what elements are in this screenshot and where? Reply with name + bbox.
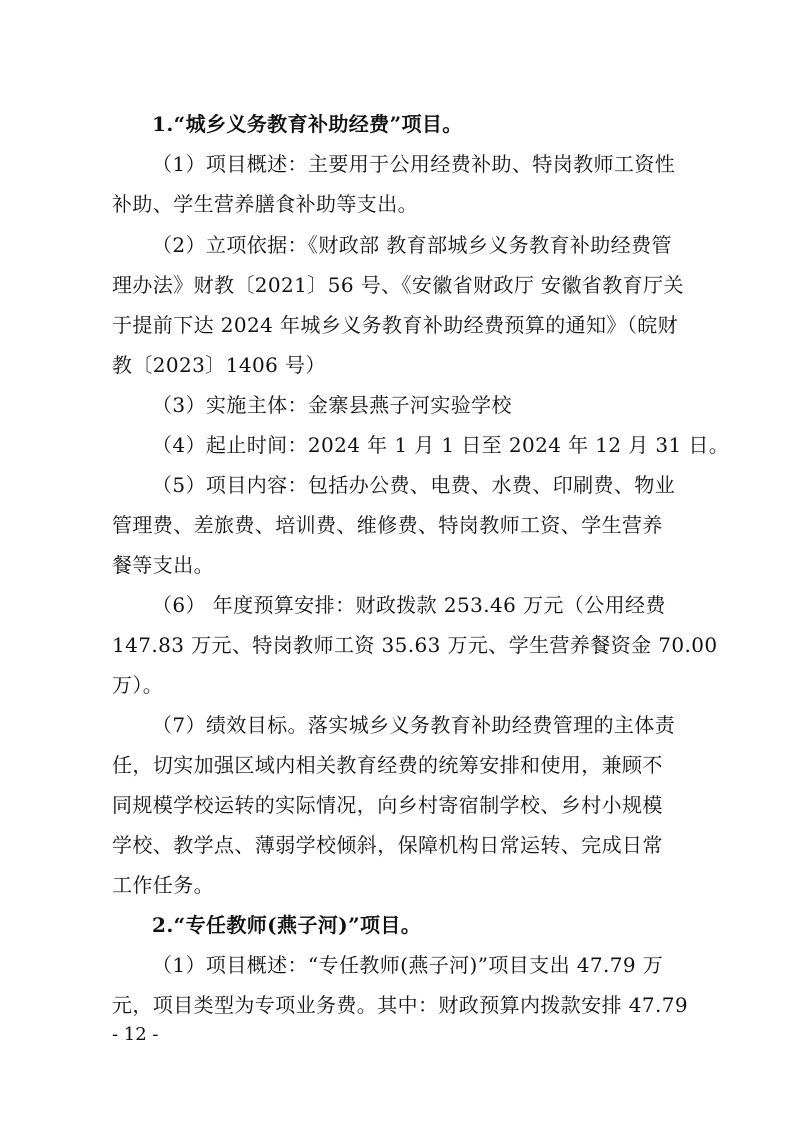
page-number: - 12 - (112, 1024, 159, 1045)
s1-line-18: 学校、教学点、薄弱学校倾斜，保障机构日常运转、完成日常 (112, 833, 663, 857)
s1-line-12: （6） 年度预算安排：财政拨款 253.46 万元（公用经费 (152, 593, 666, 617)
s1-line-14: 万）。 (112, 673, 164, 697)
s1-line-17: 同规模学校运转的实际情况，向乡村寄宿制学校、乡村小规模 (112, 793, 663, 817)
s1-line-4: 理办法》财教〔2021〕56 号、《安徽省财政厅 安徽省教育厅关 (112, 273, 684, 297)
s1-line-6: 教〔2023〕1406 号） (112, 353, 326, 377)
s1-line-10: 管理费、差旅费、培训费、维修费、特岗教师工资、学生营养 (112, 513, 663, 537)
s1-line-16: 任，切实加强区域内相关教育经费的统筹安排和使用，兼顾不 (112, 753, 663, 777)
s1-line-15: （7）绩效目标。落实城乡义务教育补助经费管理的主体责 (152, 713, 676, 737)
s1-line-2: 补助、学生营养膳食补助等支出。 (112, 192, 418, 216)
s1-line-11: 餐等支出。 (112, 553, 214, 577)
s1-line-19: 工作任务。 (112, 873, 214, 897)
s1-line-9: （5）项目内容：包括办公费、电费、水费、印刷费、物业 (152, 473, 676, 497)
s1-line-1: （1）项目概述：主要用于公用经费补助、特岗教师工资性 (152, 152, 676, 176)
s2-line-1: （1）项目概述：“专任教师(燕子河)”项目支出 47.79 万 (152, 953, 664, 977)
s1-line-7: （3）实施主体：金寨县燕子河实验学校 (152, 393, 512, 417)
section-2-heading: 2.“专任教师(燕子河)”项目。 (152, 913, 422, 937)
s1-line-5: 于提前下达 2024 年城乡义务教育补助经费预算的通知》（皖财 (112, 313, 679, 337)
s1-line-3: （2）立项依据：《财政部 教育部城乡义务教育补助经费管 (152, 233, 672, 257)
s2-line-2: 元，项目类型为专项业务费。其中：财政预算内拨款安排 47.79 (112, 993, 689, 1017)
s1-line-8: （4）起止时间：2024 年 1 月 1 日至 2024 年 12 月 31 日。 (152, 433, 730, 457)
s1-line-13: 147.83 万元、特岗教师工资 35.63 万元、学生营养餐资金 70.00 (112, 633, 718, 657)
section-1-heading: 1.“城乡义务教育补助经费”项目。 (152, 112, 463, 136)
